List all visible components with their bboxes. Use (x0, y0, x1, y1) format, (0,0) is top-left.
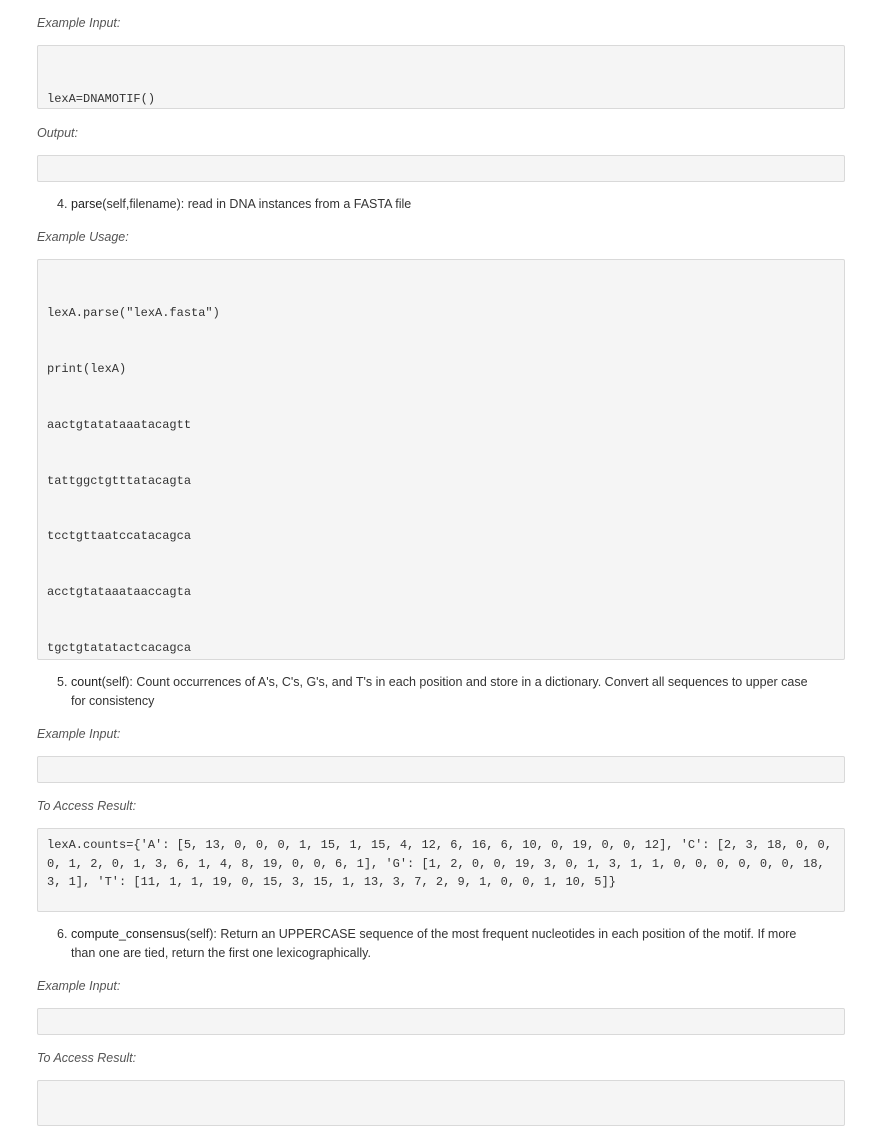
code-line: tgctgtatatactcacagca (47, 640, 192, 655)
code-block-output (37, 155, 845, 182)
code-line: aactgtatataaatacagtt (47, 417, 192, 432)
code-block-example-input (37, 45, 845, 109)
code-line: tattggctgtttatacagta (47, 473, 192, 488)
list-item-number: 6. (57, 927, 68, 941)
example-input-label: Example Input: (37, 727, 121, 741)
code-block-result (37, 1080, 845, 1126)
list-item-parse (57, 195, 837, 214)
function-name: parse (71, 197, 103, 211)
function-name: compute_consensus (71, 927, 186, 941)
code-line: tcctgttaatccatacagca (47, 529, 192, 544)
function-description: (self): Return an UPPERCASE sequence of the most frequent nucleotides in each position of the motif. If more (185, 927, 797, 941)
example-input-label: Example Input: (37, 979, 121, 993)
code-block-result: lexA.counts={'A': [5, 13, 0, 0, 0, 1, 15, 1, 15, 4, 12, 6, 16, 6, 10, 0, 19, 0, 0, 12], 'C': [2, 3, 18, 0, 0, 0, 1, 2, 0, 1, 3, 6, 1, 4, 8, 19, 0, 0, 6, 1], 'G': [1, 2, 0, 0, 19, 3, 0, 1, 3, 1, 1, 0, 0, 0, 0, 0, 0, 18, 3, 1], 'T': [11, 1, 1, 19, 0, 15, 3, 15, 1, 13, 3, 7, 2, 9, 1, 0, 0, 1, 10, 5]} (37, 828, 845, 912)
code-block-example-input (37, 1008, 845, 1035)
list-item-compute-consensus (57, 925, 837, 963)
function-description: (self): Count occurrences of A's, C's, G's, and T's in each position and store in a dictionary. Convert all sequences to upper case (101, 675, 808, 689)
function-description-continued: for consistency (71, 694, 155, 708)
code-line: lexA.parse("lexA.fasta") (47, 306, 220, 321)
code-line (47, 1125, 835, 1126)
code-block-example-input (37, 756, 845, 783)
function-description: (self,filename): read in DNA instances from a FASTA file (102, 197, 412, 211)
code-line: print(lexA) (47, 361, 127, 376)
output-label: Output: (37, 126, 78, 140)
list-item-number: 5. (57, 675, 68, 689)
example-input-label: Example Input: (37, 16, 121, 30)
code-line: lexA=DNAMOTIF() (47, 92, 156, 107)
example-usage-label: Example Usage: (37, 230, 129, 244)
function-description-continued: than one are tied, return the first one lexicographically. (71, 946, 371, 960)
to-access-result-label: To Access Result: (37, 799, 137, 813)
to-access-result-label: To Access Result: (37, 1051, 137, 1065)
function-name: count (71, 675, 102, 689)
code-block-example-usage (37, 259, 845, 660)
code-line: acctgtataaataaccagta (47, 585, 192, 600)
list-item-number: 4. (57, 197, 68, 211)
list-item-count (57, 673, 837, 711)
